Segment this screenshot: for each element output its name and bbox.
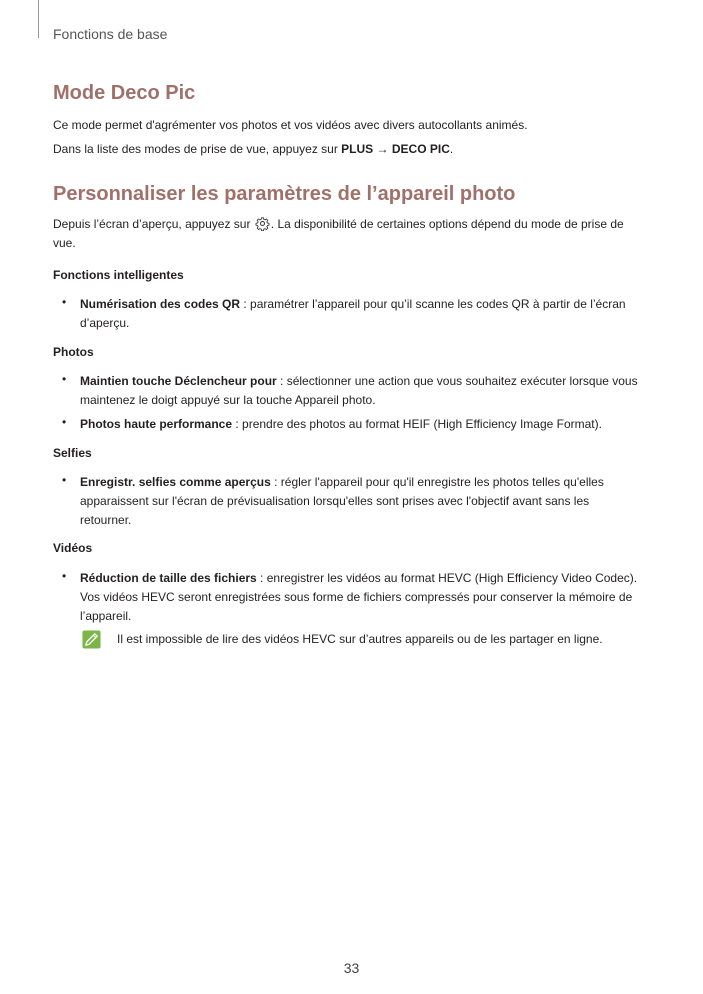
item-text: : régler l'appareil pour qu'il enregistre les photos telles qu'elles <box>270 475 604 489</box>
intro-text-cont: . La disponibilité de certaines options dépend du mode de prise de <box>270 217 624 231</box>
item-text: l’appareil. <box>80 609 132 623</box>
settings-intro <box>53 215 653 253</box>
item-term: Photos haute performance <box>80 417 233 431</box>
intro-text: Depuis l’écran d’aperçu, appuyez sur <box>53 217 254 231</box>
list-item <box>80 569 655 626</box>
deco-pic-label: DECO PIC <box>391 142 450 156</box>
item-text: maintenez le doigt appuyé sur la touche Appareil photo. <box>80 393 376 407</box>
deco-pic-title: Mode Deco Pic <box>53 82 196 104</box>
item-text: : sélectionner une action que vous souhaitez exécuter lorsque vous <box>276 374 638 388</box>
bullet: • <box>62 415 67 429</box>
deco-pic-instruction <box>53 140 653 159</box>
list-item <box>80 372 655 410</box>
note-text: Il est impossible de lire des vidéos HEVC sur d’autres appareils ou de les partager en ligne. <box>117 632 603 646</box>
deco-pic-description: Ce mode permet d'agrémenter vos photos et vos vidéos avec divers autocollants animés. <box>53 118 528 132</box>
bullet: • <box>62 473 67 487</box>
note-icon <box>82 630 101 649</box>
section-heading: Fonctions intelligentes <box>53 268 184 282</box>
item-text: : paramétrer l’appareil pour qu’il scanne les codes QR à partir de l’écran <box>240 297 626 311</box>
item-text: d’aperçu. <box>80 316 130 330</box>
instruction-end: . <box>449 142 454 156</box>
item-text: apparaissent sur l'écran de prévisualisation lorsqu'elles sont prises avec l'objectif avant sans les <box>80 494 590 508</box>
item-term: Numérisation des codes QR <box>80 297 241 311</box>
header-rule <box>38 0 39 38</box>
settings-title: Personnaliser les paramètres de l’appareil photo <box>53 183 516 205</box>
arrow: → <box>373 142 392 156</box>
item-text: Vos vidéos HEVC seront enregistrées sous forme de fichiers compressés pour conserver la mémoire de <box>80 590 633 604</box>
bullet: • <box>62 372 67 386</box>
item-term: Réduction de taille des fichiers <box>80 571 257 585</box>
intro-text-end: vue. <box>53 236 76 250</box>
item-term: Maintien touche Déclencheur pour <box>80 374 277 388</box>
running-head: Fonctions de base <box>53 26 168 42</box>
gear-icon <box>255 216 270 231</box>
bullet: • <box>62 569 67 583</box>
instruction-text: Dans la liste des modes de prise de vue, appuyez sur <box>53 142 342 156</box>
bullet: • <box>62 295 67 309</box>
item-term: Enregistr. selfies comme aperçus <box>80 475 271 489</box>
section-heading: Photos <box>53 345 94 359</box>
section-heading: Vidéos <box>53 541 93 555</box>
list-item <box>80 473 655 530</box>
item-text: : prendre des photos au format HEIF (High Efficiency Image Format). <box>232 417 602 431</box>
section-heading: Selfies <box>53 446 92 460</box>
item-text: retourner. <box>80 513 132 527</box>
item-text: : enregistrer les vidéos au format HEVC (High Efficiency Video Codec). <box>256 571 638 585</box>
list-item <box>80 295 655 333</box>
list-item <box>80 415 655 434</box>
page-number: 33 <box>343 960 360 976</box>
plus-label: PLUS <box>341 142 374 156</box>
